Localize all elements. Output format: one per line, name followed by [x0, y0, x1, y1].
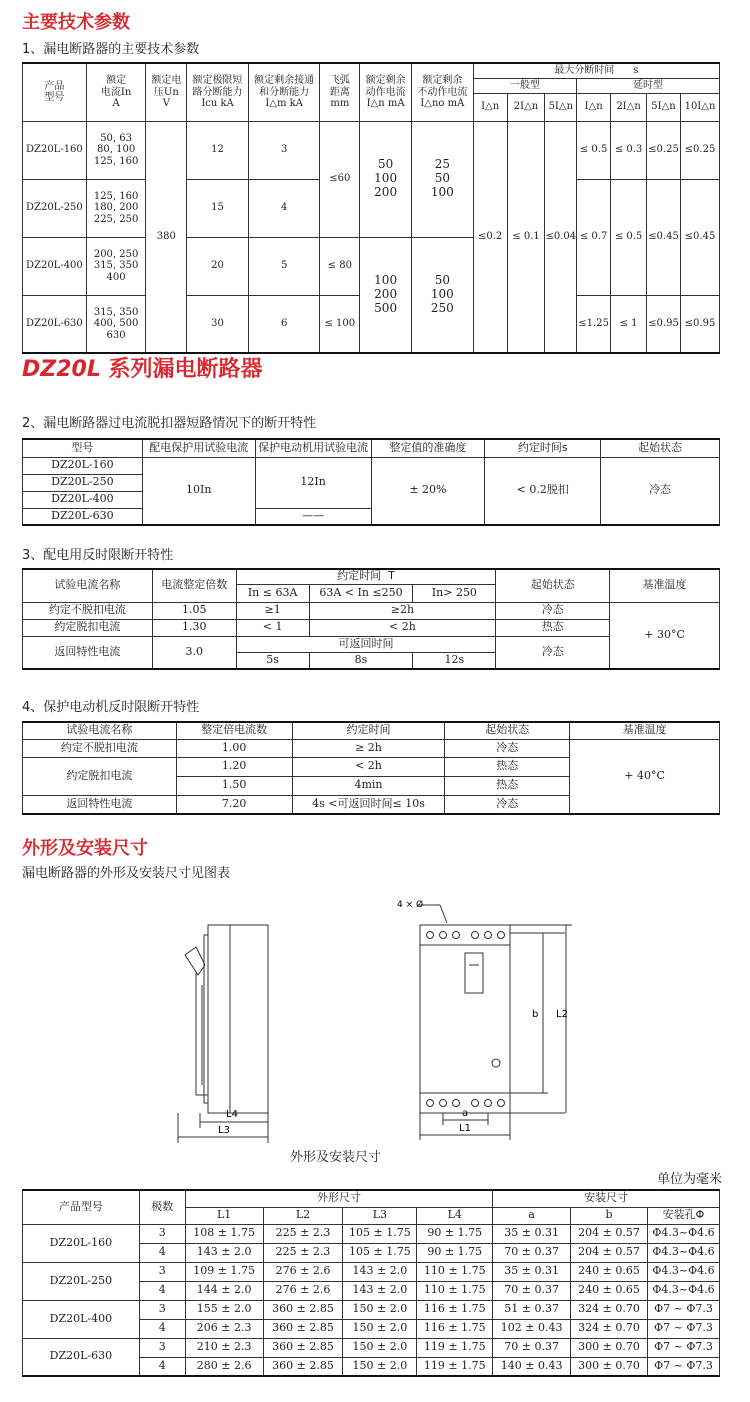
state-cell: 冷态: [496, 602, 610, 619]
name-cell: 约定脱扣电流: [23, 619, 153, 636]
col-L2: L2: [263, 1207, 343, 1224]
dimensions-table: [22, 1189, 720, 1377]
hole-cell: Φ4.3~Φ4.6: [647, 1243, 719, 1262]
L3-cell: 105 ± 1.75: [343, 1224, 417, 1243]
dist-inverse-table: [22, 568, 720, 670]
col-state: 起始状态: [601, 439, 720, 457]
col-a: a: [493, 1207, 571, 1224]
section-title-specs: 主要技术参数: [22, 12, 130, 33]
L4-cell: 110 ± 1.75: [417, 1281, 493, 1300]
model-cell: DZ20L-630: [23, 508, 143, 525]
L1-cell: 155 ± 2.0: [185, 1300, 263, 1319]
col-dist-current: 配电保护用试验电流: [142, 439, 255, 457]
a-cell: 70 ± 0.37: [493, 1243, 571, 1262]
col-delay-type: 延时型: [577, 78, 720, 93]
a-cell: 70 ± 0.37: [493, 1338, 571, 1357]
state-cell: 冷态: [445, 795, 570, 814]
b-cell: 240 ± 0.65: [571, 1262, 648, 1281]
a-cell: 140 ± 0.43: [493, 1357, 571, 1376]
L3-cell: 150 ± 2.0: [343, 1319, 417, 1338]
L3-cell: 143 ± 2.0: [343, 1262, 417, 1281]
poles-cell: 3: [139, 1224, 185, 1243]
col-state: 起始状态: [445, 722, 570, 739]
col-time: 2I△n: [611, 93, 647, 121]
poles-cell: 4: [139, 1319, 185, 1338]
L2-cell: 225 ± 2.3: [263, 1243, 343, 1262]
col-time-sub: In ≤ 63A: [236, 584, 309, 602]
table-row: [23, 1300, 720, 1319]
col-time-sub: In> 250: [413, 584, 496, 602]
col-model: 型号: [23, 439, 143, 457]
col-state: 起始状态: [496, 569, 610, 602]
hole-cell: Φ7 ~ Φ7.3: [647, 1338, 719, 1357]
col-outer: 外形尺寸: [185, 1190, 492, 1207]
icu-cell: 30: [187, 295, 249, 353]
subheading-dimensions: 漏电断路器的外形及安装尺寸见图表: [22, 866, 231, 881]
voltage-cell: 380: [146, 121, 187, 353]
col-b: b: [571, 1207, 648, 1224]
time-cell: < 2h: [309, 619, 496, 636]
banner-text: 系列漏电断路器: [100, 357, 263, 382]
model-cell: DZ20L-630: [23, 1338, 140, 1376]
hole-label: 4 × Ø: [397, 900, 424, 910]
L1-cell: 109 ± 1.75: [185, 1262, 263, 1281]
delay-time-cell: ≤ 0.5: [577, 121, 611, 179]
arc-cell: ≤ 80: [320, 237, 360, 295]
idm-cell: 3: [248, 121, 320, 179]
motor-current-cell: ——: [255, 508, 371, 525]
col-general-type: 一般型: [473, 78, 576, 93]
b-cell: 204 ± 0.57: [571, 1243, 648, 1262]
arc-cell: ≤ 100: [320, 295, 360, 353]
L1-cell: 280 ± 2.6: [185, 1357, 263, 1376]
L1-cell: 210 ± 2.3: [185, 1338, 263, 1357]
L2-cell: 276 ± 2.6: [263, 1281, 343, 1300]
time-cell: ≥2h: [309, 602, 496, 619]
icu-cell: 15: [187, 179, 249, 237]
idno-cell: 50 100 250: [412, 237, 474, 353]
b-cell: 300 ± 0.70: [571, 1338, 648, 1357]
model-cell: DZ20L-400: [23, 491, 143, 508]
model-cell: DZ20L-400: [23, 237, 87, 295]
gen-time-cell: ≤0.2: [473, 121, 507, 353]
poles-cell: 3: [139, 1338, 185, 1357]
brand-name: DZ20L: [22, 357, 101, 382]
L1-label: L1: [459, 1123, 471, 1134]
table-row: [23, 1224, 720, 1243]
L3-label: L3: [218, 1125, 230, 1136]
col-idno: 额定剩余 不动作电流 I△no mA: [412, 63, 474, 121]
L1-cell: 108 ± 1.75: [185, 1224, 263, 1243]
delay-time-cell: ≤0.25: [647, 121, 681, 179]
side-view: [178, 925, 268, 1143]
delay-time-cell: ≤ 0.5: [611, 179, 647, 295]
col-motor-current: 保护电动机用试验电流: [255, 439, 371, 457]
col-voltage: 额定电 压Un V: [146, 63, 187, 121]
L1-cell: 143 ± 2.0: [185, 1243, 263, 1262]
delay-time-cell: ≤0.95: [647, 295, 681, 353]
temp-cell: + 30°C: [610, 602, 720, 669]
poles-cell: 3: [139, 1262, 185, 1281]
col-idn: 额定剩余 动作电流 I△n mA: [360, 63, 412, 121]
name-cell: 返回特性电流: [23, 795, 177, 814]
mult-cell: 1.50: [176, 776, 292, 795]
col-install: 安装尺寸: [493, 1190, 720, 1207]
delay-time-cell: ≤ 0.3: [611, 121, 647, 179]
col-time-sub: 63A < In ≤250: [309, 584, 413, 602]
motor-inverse-table: [22, 721, 720, 815]
mult-cell: 7.20: [176, 795, 292, 814]
b-label: b: [532, 1009, 539, 1020]
col-max-break-time: 最大分断时间 s: [473, 63, 719, 78]
time-cell: 12s: [413, 652, 496, 669]
model-cell: DZ20L-250: [23, 474, 143, 491]
return-time-header: 可返回时间: [236, 636, 496, 652]
time-cell: 5s: [236, 652, 309, 669]
col-mult: 电流整定倍数: [152, 569, 236, 602]
hole-cell: Φ7 ~ Φ7.3: [647, 1319, 719, 1338]
mult-cell: 1.20: [176, 757, 292, 776]
table-row: [23, 1338, 720, 1357]
time-cell: 8s: [309, 652, 413, 669]
mult-cell: 1.05: [152, 602, 236, 619]
col-time: 5I△n: [545, 93, 577, 121]
hole-cell: Φ4.3~Φ4.6: [647, 1262, 719, 1281]
L4-cell: 110 ± 1.75: [417, 1262, 493, 1281]
idm-cell: 6: [248, 295, 320, 353]
L2-label: L2: [556, 1009, 568, 1020]
current-cell: 50, 63 80, 100 125, 160: [86, 121, 146, 179]
model-cell: DZ20L-160: [23, 1224, 140, 1262]
col-time: I△n: [473, 93, 507, 121]
current-cell: 200, 250 315, 350 400: [86, 237, 146, 295]
model-cell: DZ20L-160: [23, 121, 87, 179]
idno-cell: 25 50 100: [412, 121, 474, 237]
col-name: 试验电流名称: [23, 722, 177, 739]
time-cell: < 0.2脱扣: [485, 457, 601, 525]
table-row: [23, 1262, 720, 1281]
subheading-dist-inverse: 3、配电用反时限断开特性: [22, 548, 174, 563]
hole-cell: Φ7 ~ Φ7.3: [647, 1357, 719, 1376]
b-cell: 324 ± 0.70: [571, 1300, 648, 1319]
delay-time-cell: ≤1.25: [577, 295, 611, 353]
delay-time-cell: ≤ 1: [611, 295, 647, 353]
col-time: 约定时间: [292, 722, 445, 739]
col-model: 产品 型号: [23, 63, 87, 121]
L3-cell: 105 ± 1.75: [343, 1243, 417, 1262]
L4-cell: 116 ± 1.75: [417, 1300, 493, 1319]
dist-current-cell: 10In: [142, 457, 255, 525]
time-cell: ≥1: [236, 602, 309, 619]
col-poles: 极数: [139, 1190, 185, 1224]
b-cell: 324 ± 0.70: [571, 1319, 648, 1338]
state-cell: 热态: [445, 776, 570, 795]
a-cell: 35 ± 0.31: [493, 1224, 571, 1243]
a-label: a: [462, 1108, 469, 1119]
col-L4: L4: [417, 1207, 493, 1224]
L2-cell: 360 ± 2.85: [263, 1338, 343, 1357]
col-temp: 基准温度: [610, 569, 720, 602]
model-cell: DZ20L-400: [23, 1300, 140, 1338]
idn-cell: 50 100 200: [360, 121, 412, 237]
gen-time-cell: ≤0.04: [545, 121, 577, 353]
name-cell: 约定不脱扣电流: [23, 739, 177, 757]
b-cell: 204 ± 0.57: [571, 1224, 648, 1243]
current-cell: 315, 350 400, 500 630: [86, 295, 146, 353]
delay-time-cell: ≤0.25: [680, 121, 719, 179]
L4-label: L4: [226, 1109, 238, 1120]
state-cell: 冷态: [601, 457, 720, 525]
col-time: 10I△n: [680, 93, 719, 121]
L1-cell: 144 ± 2.0: [185, 1281, 263, 1300]
col-name: 试验电流名称: [23, 569, 153, 602]
col-time: I△n: [577, 93, 611, 121]
mult-cell: 1.00: [176, 739, 292, 757]
poles-cell: 3: [139, 1300, 185, 1319]
accuracy-cell: ± 20%: [371, 457, 485, 525]
a-cell: 51 ± 0.37: [493, 1300, 571, 1319]
b-cell: 300 ± 0.70: [571, 1357, 648, 1376]
idm-cell: 4: [248, 179, 320, 237]
mult-cell: 1.30: [152, 619, 236, 636]
L2-cell: 360 ± 2.85: [263, 1357, 343, 1376]
L4-cell: 90 ± 1.75: [417, 1224, 493, 1243]
poles-cell: 4: [139, 1357, 185, 1376]
main-params-table: [22, 62, 720, 354]
idn-cell: 100 200 500: [360, 237, 412, 353]
subheading-main-params: 1、漏电断路器的主要技术参数: [22, 42, 200, 57]
subheading-short-circuit: 2、漏电断路器过电流脱扣器短路情况下的断开特性: [22, 416, 317, 431]
poles-cell: 4: [139, 1281, 185, 1300]
front-view: [418, 905, 572, 1140]
state-cell: 热态: [445, 757, 570, 776]
L3-cell: 150 ± 2.0: [343, 1300, 417, 1319]
delay-time-cell: ≤0.45: [680, 179, 719, 295]
col-mult: 整定倍电流数: [176, 722, 292, 739]
L3-cell: 150 ± 2.0: [343, 1338, 417, 1357]
time-cell: 4s <可返回时间≤ 10s: [292, 795, 445, 814]
arc-cell: ≤60: [320, 121, 360, 237]
a-cell: 102 ± 0.43: [493, 1319, 571, 1338]
idm-cell: 5: [248, 237, 320, 295]
L2-cell: 360 ± 2.85: [263, 1319, 343, 1338]
delay-time-cell: ≤0.95: [680, 295, 719, 353]
name-cell: 返回特性电流: [23, 636, 153, 669]
state-cell: 冷态: [496, 636, 610, 669]
col-L3: L3: [343, 1207, 417, 1224]
hole-cell: Φ4.3~Φ4.6: [647, 1281, 719, 1300]
col-idm: 额定剩余接通 和分断能力 I△m kA: [248, 63, 320, 121]
model-cell: DZ20L-250: [23, 1262, 140, 1300]
section-title-dimensions: 外形及安装尺寸: [22, 838, 148, 859]
gen-time-cell: ≤ 0.1: [507, 121, 545, 353]
unit-note: 单位为毫米: [656, 1172, 722, 1187]
time-cell: < 2h: [292, 757, 445, 776]
poles-cell: 4: [139, 1243, 185, 1262]
col-L1: L1: [185, 1207, 263, 1224]
col-hole: 安装孔Φ: [647, 1207, 719, 1224]
L4-cell: 119 ± 1.75: [417, 1357, 493, 1376]
col-time: 5I△n: [647, 93, 681, 121]
col-model: 产品型号: [23, 1190, 140, 1224]
col-time: 约定时间s: [485, 439, 601, 457]
icu-cell: 20: [187, 237, 249, 295]
model-cell: DZ20L-160: [23, 457, 143, 474]
a-cell: 35 ± 0.31: [493, 1262, 571, 1281]
L2-cell: 276 ± 2.6: [263, 1262, 343, 1281]
hole-cell: Φ7 ~ Φ7.3: [647, 1300, 719, 1319]
L4-cell: 119 ± 1.75: [417, 1338, 493, 1357]
subheading-motor-inverse: 4、保护电动机反时限断开特性: [22, 700, 200, 715]
L4-cell: 90 ± 1.75: [417, 1243, 493, 1262]
col-time: 约定时间 T: [236, 569, 496, 584]
temp-cell: + 40°C: [570, 739, 720, 814]
mult-cell: 3.0: [152, 636, 236, 669]
name-cell: 约定不脱扣电流: [23, 602, 153, 619]
model-cell: DZ20L-630: [23, 295, 87, 353]
name-cell: 约定脱扣电流: [23, 757, 177, 795]
drawing-caption: 外形及安装尺寸: [290, 1150, 382, 1165]
short-circuit-table: [22, 438, 720, 526]
col-icu: 额定极限短 路分断能力 Icu kA: [187, 63, 249, 121]
L2-cell: 360 ± 2.85: [263, 1300, 343, 1319]
col-accuracy: 整定值的准确度: [371, 439, 485, 457]
L3-cell: 150 ± 2.0: [343, 1357, 417, 1376]
a-cell: 70 ± 0.37: [493, 1281, 571, 1300]
col-time: 2I△n: [507, 93, 545, 121]
dimension-drawing: [0, 885, 750, 1150]
series-banner: [22, 352, 263, 383]
b-cell: 240 ± 0.65: [571, 1281, 648, 1300]
time-cell: ≥ 2h: [292, 739, 445, 757]
time-cell: < 1: [236, 619, 309, 636]
col-current: 额定 电流In A: [86, 63, 146, 121]
col-arc: 飞弧 距离 mm: [320, 63, 360, 121]
L3-cell: 143 ± 2.0: [343, 1281, 417, 1300]
time-cell: 4min: [292, 776, 445, 795]
state-cell: 冷态: [445, 739, 570, 757]
L2-cell: 225 ± 2.3: [263, 1224, 343, 1243]
icu-cell: 12: [187, 121, 249, 179]
L1-cell: 206 ± 2.3: [185, 1319, 263, 1338]
motor-current-cell: 12In: [255, 457, 371, 508]
L4-cell: 116 ± 1.75: [417, 1319, 493, 1338]
state-cell: 热态: [496, 619, 610, 636]
col-temp: 基准温度: [570, 722, 720, 739]
model-cell: DZ20L-250: [23, 179, 87, 237]
current-cell: 125, 160 180, 200 225, 250: [86, 179, 146, 237]
delay-time-cell: ≤ 0.7: [577, 179, 611, 295]
delay-time-cell: ≤0.45: [647, 179, 681, 295]
hole-cell: Φ4.3~Φ4.6: [647, 1224, 719, 1243]
